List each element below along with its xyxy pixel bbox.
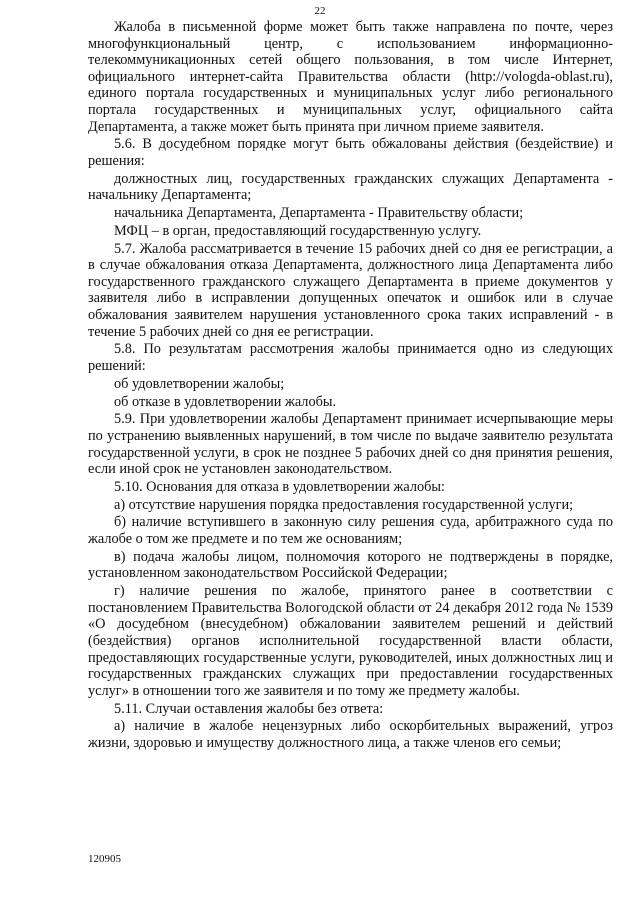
paragraph-5-9: 5.9. При удовлетворении жалобы Департамент принимает исчерпывающие меры по устранению выявленных нарушений, в том числе по выдаче заявителю результата государственной услуги, в срок не позднее 5 рабочих дней со дня принятия решения, если иной срок не установлен законодательством. bbox=[88, 411, 613, 478]
paragraph-5-11-heading: 5.11. Случаи оставления жалобы без ответа: bbox=[114, 700, 384, 717]
paragraph-5-11-a: а) наличие в жалобе нецензурных либо оскорбительных выражений, угроз жизни, здоровью и имуществу должностного лица, а также членов его семьи; bbox=[88, 718, 613, 751]
paragraph-5-10-a: а) отсутствие нарушения порядка предоставления государственной услуги; bbox=[114, 496, 574, 513]
paragraph-5-8-refuse: об отказе в удовлетворении жалобы. bbox=[114, 393, 337, 410]
paragraph-5-10-heading: 5.10. Основания для отказа в удовлетворении жалобы: bbox=[114, 478, 445, 495]
paragraph-complaint-channels: Жалоба в письменной форме может быть также направлена по почте, через многофункциональный центр, с использованием информационно-телекоммуникационных сетей общего пользования, в том числе Интернет, официального интернет-сайта Правительства области (http://vologda-oblast.ru), единого портала государственных и муниципальных услуг либо регионального портала государственных и муниципальных услуг, официального сайта Департамента, а также может быть принята при личном приеме заявителя. bbox=[88, 19, 613, 135]
paragraph-5-10-v: в) подача жалобы лицом, полномочия которого не подтверждены в порядке, установленном законодательством Российской Федерации; bbox=[88, 548, 613, 582]
paragraph-5-6-officials: должностных лиц, государственных гражданских служащих Департамента - начальнику Департамента; bbox=[88, 170, 613, 204]
page-number: 22 bbox=[314, 5, 326, 17]
paragraph-5-8-satisfy: об удовлетворении жалобы; bbox=[114, 375, 285, 392]
paragraph-5-6-heading: 5.6. В досудебном порядке могут быть обжалованы действия (бездействие) и решения: bbox=[88, 136, 613, 169]
paragraph-5-6-mfc: МФЦ – в орган, предоставляющий государственную услугу. bbox=[114, 222, 482, 239]
document-body bbox=[88, 19, 613, 753]
paragraph-5-10-g: г) наличие решения по жалобе, принятого ранее в соответствии с постановлением Правительства Вологодской области от 24 декабря 2012 года № 1539 «О досудебном (внесудебном) обжаловании заявителем решений и действий (бездействия) органов исполнительной государственной власти области, предоставляющих государственные услуги, руководителей, иных должностных лиц и государственных гражданских служащих при предоставлении государственных услуг» в отношении того же заявителя и по тому же предмету жалобы. bbox=[88, 583, 613, 699]
paragraph-5-7: 5.7. Жалоба рассматривается в течение 15 рабочих дней со дня ее регистрации, а в случае обжалования отказа Департамента, должностного лица Департамента либо государственного гражданского служащего Департамента в приеме документов у заявителя либо в исправлении допущенных опечаток и ошибок или в случае обжалования заявителем нарушения установленного срока таких исправлений - в течение 5 рабочих дней со дня ее регистрации. bbox=[88, 240, 613, 340]
paragraph-5-6-head: начальника Департамента, Департамента - Правительству области; bbox=[114, 205, 524, 222]
document-code: 120905 bbox=[88, 853, 121, 865]
paragraph-5-10-b: б) наличие вступившего в законную силу решения суда, арбитражного суда по жалобе о том же предмете и по тем же основаниям; bbox=[88, 514, 613, 548]
paragraph-5-8-heading: 5.8. По результатам рассмотрения жалобы принимается одно из следующих решений: bbox=[88, 341, 613, 374]
